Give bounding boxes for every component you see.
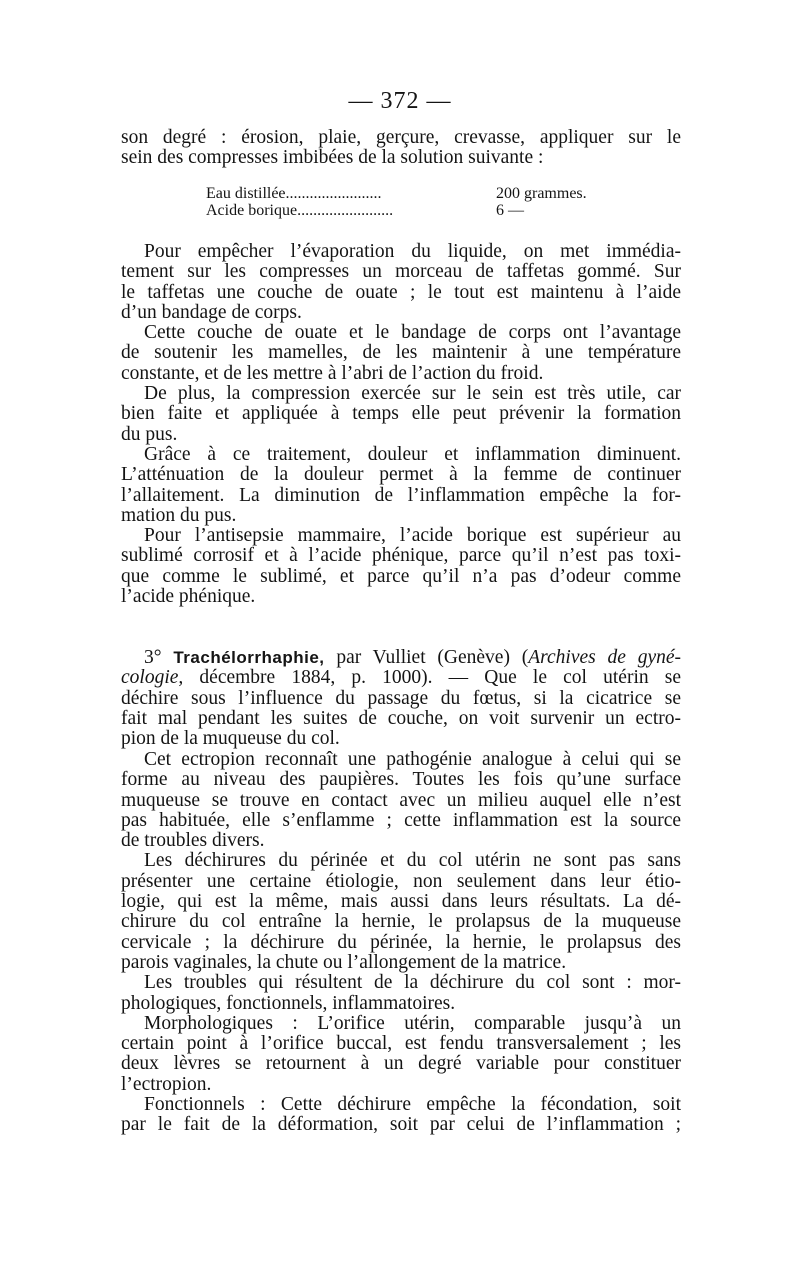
text-line: tement sur les compresses un morceau de taffetas gommé. Sur: [121, 261, 681, 283]
text-line: pas habituée, elle s’enflamme ; cette inflammation est la source: [121, 809, 681, 831]
text-line: cervicale ; la déchirure du périnée, la hernie, le prolapsus des: [121, 931, 681, 953]
paragraph: [121, 1014, 681, 1095]
text-line: bien faite et appliquée à temps elle peut prévenir la formation: [121, 403, 681, 425]
paragraph: [121, 750, 681, 851]
text-line: l’ectropion.: [121, 1073, 212, 1095]
paragraph: [121, 973, 681, 1014]
section-title: Trachélorrhaphie,: [173, 648, 325, 667]
text-line: son degré : érosion, plaie, gerçure, crevasse, appliquer sur le: [121, 127, 681, 148]
paragraph: [121, 384, 681, 445]
text-line: forme au niveau des paupières. Toutes les fois qu’une surface: [121, 769, 681, 791]
paragraph: [121, 526, 681, 607]
text-line: mation du pus.: [121, 504, 237, 526]
section-heading-line: [121, 648, 681, 668]
text-line: deux lèvres se retournent à un degré variable pour constituer: [121, 1053, 681, 1075]
text-line: Les déchirures du périnée et du col utérin ne sont pas sans: [144, 850, 681, 872]
text-line: déchire sous l’influence du passage du fœtus, si la cicatrice se: [121, 687, 681, 709]
text-line: phologiques, fonctionnels, inflammatoires.: [121, 992, 456, 1014]
formula-ingredient: Eau distillée........................: [206, 185, 382, 202]
text-line: Cette couche de ouate et le bandage de corps ont l’avantage: [144, 322, 681, 344]
formula-amount: 200 grammes.: [496, 185, 587, 202]
paragraph: [121, 445, 681, 526]
paragraph: [121, 1095, 681, 1136]
section-number: 3°: [144, 647, 162, 668]
journal-title-cont: cologie,: [121, 667, 184, 689]
paragraph: [121, 242, 681, 323]
text-line: parois vaginales, la chute ou l’allongement de la matrice.: [121, 951, 567, 973]
text-line: Grâce à ce traitement, douleur et inflammation diminuent.: [144, 443, 681, 465]
text-line: De plus, la compression exercée sur le sein est très utile, car: [144, 383, 681, 405]
text-line: [121, 668, 681, 688]
section-author: par Vulliet (Genève) (: [324, 647, 529, 668]
text-line: chirure du col entraîne la hernie, le prolapsus de la muqueuse: [121, 911, 681, 933]
text-line: certain point à l’orifice buccal, est fendu transversalement ; les: [121, 1033, 681, 1055]
text-line: Pour l’antisepsie mammaire, l’acide borique est supérieur au: [144, 525, 681, 547]
text-line: l’allaitement. La diminution de l’inflammation empêche la for-: [121, 484, 681, 506]
intro-paragraph: [121, 128, 681, 169]
section-trachelorrhaphie: [121, 648, 681, 749]
journal-title: Archives de gyné-: [528, 647, 682, 668]
text-body-1: [121, 242, 681, 607]
text-line: L’atténuation de la douleur permet à la femme de continuer: [121, 464, 681, 486]
text-body-2: [121, 750, 681, 1136]
page-number: — 372 —: [348, 88, 452, 114]
paragraph: [121, 648, 681, 749]
text-line: l’acide phénique.: [121, 586, 256, 608]
text-line: Les troubles qui résultent de la déchirure du col sont : mor-: [144, 972, 681, 994]
paragraph: [121, 851, 681, 973]
text-line: le taffetas une couche de ouate ; le tout est maintenu à l’aide: [121, 281, 681, 303]
formula-amount: 6 —: [496, 202, 524, 219]
formula-table: [206, 185, 606, 219]
text-line: constante, et de les mettre à l’abri de l’action du froid.: [121, 362, 544, 384]
formula-row: [206, 185, 606, 202]
text-line: pion de la muqueuse du col.: [121, 728, 340, 750]
text-line: fait mal pendant les suites de couche, on voit survenir un ectro-: [121, 707, 681, 729]
text-line: Pour empêcher l’évaporation du liquide, on met immédia-: [144, 241, 681, 262]
citation-rest: décembre 1884, p. 1000). — Que le col utérin se: [183, 667, 681, 689]
formula-ingredient: Acide borique........................: [206, 202, 394, 219]
paragraph: [121, 323, 681, 384]
text-line: Morphologiques : L’orifice utérin, comparable jusqu’à un: [144, 1012, 681, 1034]
text-line: sublimé corrosif et à l’acide phénique, parce qu’il n’est pas toxi-: [121, 545, 681, 567]
text-line: de troubles divers.: [121, 830, 265, 852]
text-line: Cet ectropion reconnaît une pathogénie analogue à celui qui se: [144, 749, 681, 770]
text-line: présenter une certaine étiologie, non seulement dans leur étio-: [121, 870, 681, 892]
text-line: logie, qui est la même, mais aussi dans leurs résultats. La dé-: [121, 891, 681, 913]
formula-row: [206, 202, 606, 219]
text-line: muqueuse se trouve en contact avec un milieu auquel elle n’est: [121, 789, 681, 811]
text-line: du pus.: [121, 423, 178, 445]
text-line: Fonctionnels : Cette déchirure empêche la fécondation, soit: [144, 1094, 681, 1116]
text-line: que comme le sublimé, et parce qu’il n’a pas d’odeur comme: [121, 565, 681, 587]
text-line: sein des compresses imbibées de la solution suivante :: [121, 147, 544, 169]
text-line: de soutenir les mamelles, de les maintenir à une température: [121, 342, 681, 364]
text-line: par le fait de la déformation, soit par celui de l’inflammation ;: [121, 1114, 681, 1136]
text-line: d’un bandage de corps.: [121, 301, 302, 323]
